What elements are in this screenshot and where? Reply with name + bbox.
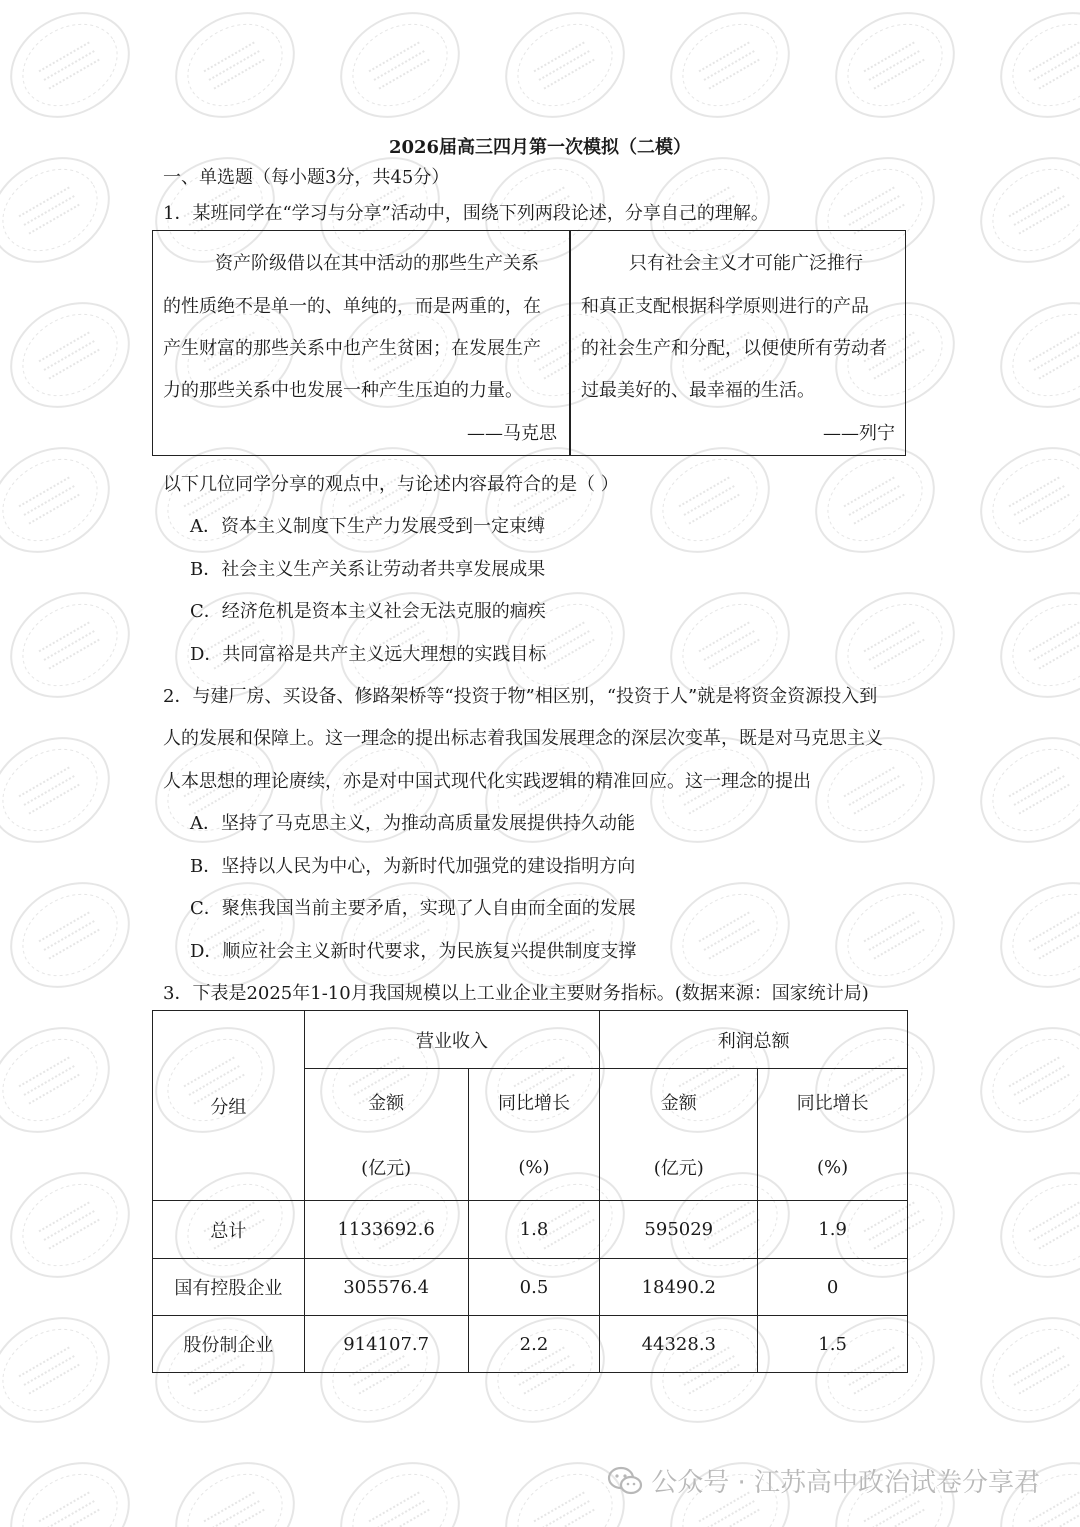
group-header: 分组 bbox=[153, 1011, 305, 1201]
watermark-stamp bbox=[0, 1152, 148, 1297]
watermark-stamp bbox=[962, 427, 1080, 572]
watermark-stamp bbox=[817, 0, 972, 138]
revenue-header: 营业收入 bbox=[304, 1011, 600, 1069]
row-revenue-growth: 0.5 bbox=[468, 1259, 600, 1316]
row-revenue-growth: 2.2 bbox=[468, 1316, 600, 1373]
footer-text: 公众号 · 江苏高中政治试卷分享君 bbox=[651, 1468, 1040, 1498]
row-group: 国有控股企业 bbox=[153, 1259, 305, 1316]
watermark-stamp bbox=[652, 0, 807, 138]
watermark-stamp bbox=[0, 717, 128, 862]
quote-left-attribution: ——马克思 bbox=[467, 423, 557, 444]
row-profit-growth: 0 bbox=[758, 1259, 908, 1316]
watermark-stamp bbox=[0, 862, 148, 1007]
quote-right-attribution: ——列宁 bbox=[823, 423, 895, 444]
q2-option-b: B．坚持以人民为中心，为新时代加强党的建设指明方向 bbox=[190, 856, 636, 877]
profit-growth-unit: (%) bbox=[758, 1135, 908, 1201]
quote-left-line: 产生财富的那些关系中也产生贫困；在发展生产 bbox=[163, 338, 541, 359]
watermark-stamp bbox=[982, 282, 1080, 427]
row-profit: 595029 bbox=[600, 1201, 758, 1259]
financial-table bbox=[152, 1010, 908, 1373]
watermark-stamp bbox=[0, 0, 148, 138]
watermark-stamp bbox=[157, 1442, 312, 1527]
wechat-icon bbox=[607, 1466, 643, 1496]
watermark-stamp bbox=[487, 0, 642, 138]
table-row bbox=[153, 1259, 908, 1316]
quote-right-line: 和真正支配根据科学原则进行的产品 bbox=[581, 296, 869, 317]
watermark-stamp bbox=[962, 1297, 1080, 1442]
watermark-stamp bbox=[982, 0, 1080, 138]
watermark-stamp bbox=[0, 572, 148, 717]
page-title: 2026届高三四月第一次模拟（二模） bbox=[388, 137, 692, 158]
footer-watermark bbox=[607, 1462, 1040, 1499]
q1-option-b: B．社会主义生产关系让劳动者共享发展成果 bbox=[190, 559, 546, 580]
row-revenue: 914107.7 bbox=[304, 1316, 468, 1373]
quote-left-line: 力的那些关系中也发展一种产生压迫的力量。 bbox=[163, 380, 523, 401]
q2-stem-line: 人本思想的理论赓续，亦是对中国式现代化实践逻辑的精准回应。这一理念的提出 bbox=[163, 771, 811, 792]
watermark-stamp bbox=[0, 282, 148, 427]
table-row bbox=[153, 1316, 908, 1373]
quote-box bbox=[152, 230, 906, 456]
profit-growth-header: 同比增长 bbox=[758, 1069, 908, 1135]
watermark-stamp bbox=[0, 427, 128, 572]
q2-option-c: C．聚焦我国当前主要矛盾，实现了人自由而全面的发展 bbox=[190, 898, 636, 919]
q1-option-a: A．资本主义制度下生产力发展受到一定束缚 bbox=[190, 516, 545, 537]
q2-option-d: D．顺应社会主义新时代要求，为民族复兴提供制度支撑 bbox=[190, 941, 637, 962]
row-revenue: 305576.4 bbox=[304, 1259, 468, 1316]
q3-stem: 3．下表是2025年1-10月我国规模以上工业企业主要财务指标。(数据来源：国家统计局) bbox=[163, 983, 869, 1004]
row-revenue: 1133692.6 bbox=[304, 1201, 468, 1259]
q1-option-c: C．经济危机是资本主义社会无法克服的痼疾 bbox=[190, 601, 546, 622]
watermark-stamp bbox=[0, 1442, 148, 1527]
q1-prompt: 以下几位同学分享的观点中，与论述内容最符合的是（ ） bbox=[163, 474, 619, 495]
watermark-stamp bbox=[157, 0, 312, 138]
section-heading: 一、单选题（每小题3分，共45分） bbox=[163, 167, 450, 188]
watermark-stamp bbox=[982, 862, 1080, 1007]
row-profit-growth: 1.9 bbox=[758, 1201, 908, 1259]
profit-header: 利润总额 bbox=[600, 1011, 908, 1069]
watermark-stamp bbox=[0, 1007, 128, 1152]
revenue-growth-unit: (%) bbox=[468, 1135, 600, 1201]
quote-right-line: 只有社会主义才可能广泛推行 bbox=[629, 253, 863, 274]
profit-amount-unit: (亿元) bbox=[600, 1135, 758, 1201]
quote-left-line: 的性质绝不是单一的、单纯的，而是两重的，在 bbox=[163, 296, 541, 317]
quote-right-line: 的社会生产和分配，以便使所有劳动者 bbox=[581, 338, 887, 359]
q1-option-d: D．共同富裕是共产主义远大理想的实践目标 bbox=[190, 644, 547, 665]
table-header-row bbox=[153, 1011, 908, 1069]
row-profit-growth: 1.5 bbox=[758, 1316, 908, 1373]
watermark-stamp bbox=[962, 717, 1080, 862]
watermark-stamp bbox=[962, 137, 1080, 282]
q2-stem-line: 2．与建厂房、买设备、修路架桥等“投资于物”相区别，“投资于人”就是将资金资源投入到 bbox=[163, 686, 878, 707]
row-group: 总计 bbox=[153, 1201, 305, 1259]
watermark-stamp bbox=[322, 0, 477, 138]
watermark-stamp bbox=[0, 137, 128, 282]
quote-right-line: 过最美好的、最幸福的生活。 bbox=[581, 380, 815, 401]
revenue-amount-header: 金额 bbox=[304, 1069, 468, 1135]
q2-stem-line: 人的发展和保障上。这一理念的提出标志着我国发展理念的深层次变革，既是对马克思主义 bbox=[163, 728, 883, 749]
q1-stem: 1．某班同学在“学习与分享”活动中，围绕下列两段论述，分享自己的理解。 bbox=[163, 203, 769, 224]
watermark-stamp bbox=[322, 1442, 477, 1527]
watermark-stamp bbox=[982, 572, 1080, 717]
watermark-stamp bbox=[962, 1007, 1080, 1152]
row-group: 股份制企业 bbox=[153, 1316, 305, 1373]
profit-amount-header: 金额 bbox=[600, 1069, 758, 1135]
row-revenue-growth: 1.8 bbox=[468, 1201, 600, 1259]
row-profit: 18490.2 bbox=[600, 1259, 758, 1316]
quote-left-line: 资产阶级借以在其中活动的那些生产关系 bbox=[215, 253, 539, 274]
quote-divider bbox=[569, 231, 571, 455]
revenue-growth-header: 同比增长 bbox=[468, 1069, 600, 1135]
revenue-amount-unit: (亿元) bbox=[304, 1135, 468, 1201]
row-profit: 44328.3 bbox=[600, 1316, 758, 1373]
table-row bbox=[153, 1201, 908, 1259]
watermark-stamp bbox=[0, 1297, 128, 1442]
watermark-stamp bbox=[982, 1152, 1080, 1297]
q2-option-a: A．坚持了马克思主义，为推动高质量发展提供持久动能 bbox=[190, 813, 635, 834]
